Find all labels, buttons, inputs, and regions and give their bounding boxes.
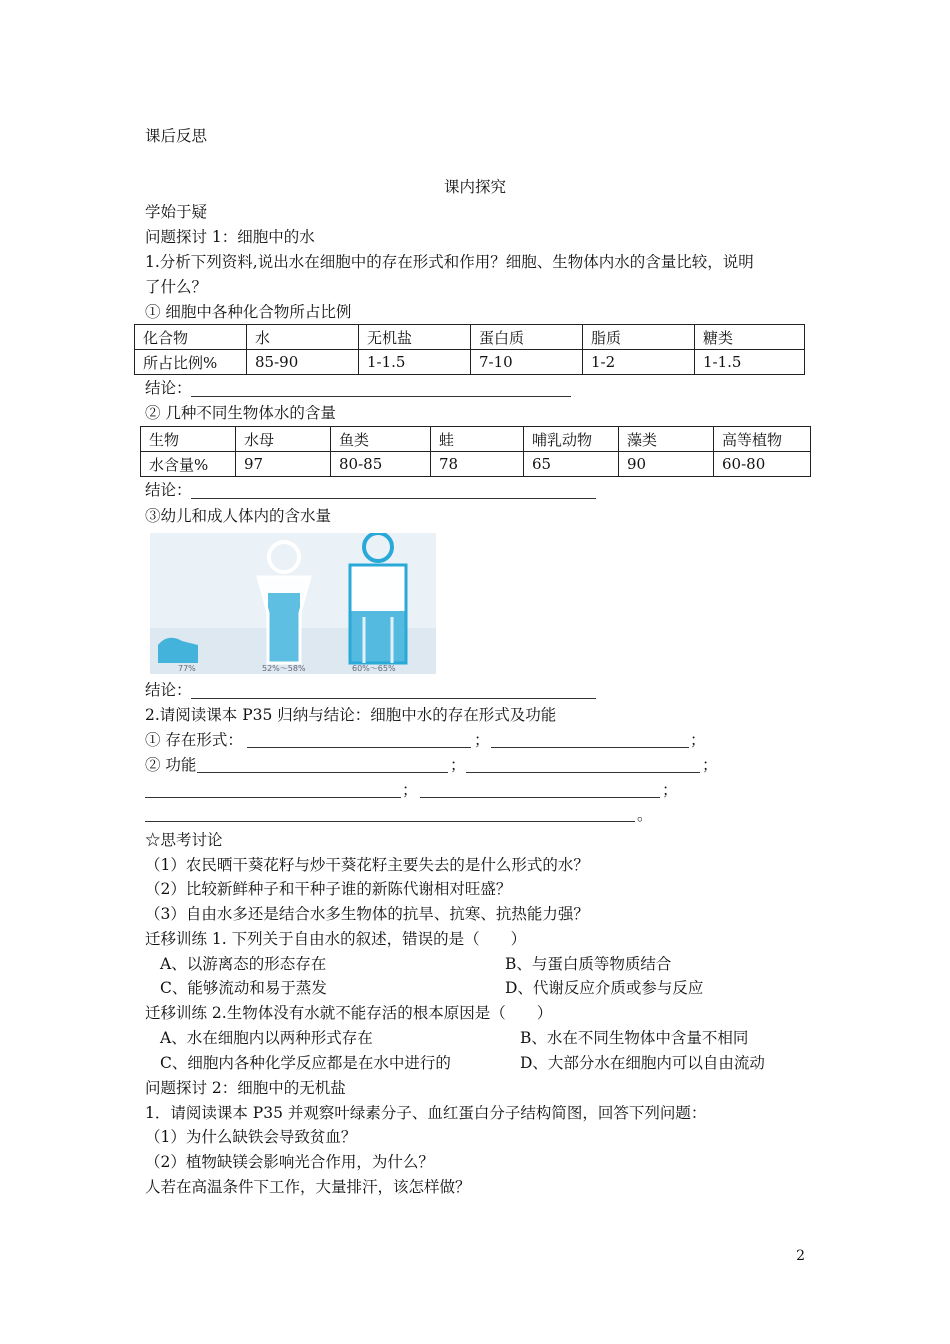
table-cell: 78 <box>431 452 524 477</box>
conclusion-label-1: 结论： <box>145 379 192 397</box>
semicolon: ； <box>474 731 490 749</box>
semicolon: ； <box>450 756 466 774</box>
table-cell: 生物 <box>141 427 236 452</box>
semicolon: ； <box>662 781 678 799</box>
table-cell: 1-1.5 <box>359 350 471 375</box>
exercise1-stem: 迁移训练 1. 下列关于自由水的叙述，错误的是（ ） <box>145 930 527 948</box>
table-row <box>141 452 811 477</box>
table-cell: 蛋白质 <box>471 325 583 350</box>
question-1-line1: 1.分析下列资料,说出水在细胞中的存在形式和作用？细胞、生物体内水的含量比较，说明 <box>145 253 754 271</box>
item2-title: ② 几种不同生物体水的含量 <box>145 404 336 422</box>
conclusion-blank-1[interactable] <box>191 396 571 397</box>
discussion-q1: （1）农民晒干葵花籽与炒干葵花籽主要失去的是什么形式的水？ <box>145 856 589 874</box>
topic2-question-1: 1．请阅读课本 P35 并观察叶绿素分子、血红蛋白分子结构简图，回答下列问题： <box>145 1104 707 1122</box>
table-cell: 高等植物 <box>714 427 811 452</box>
semicolon: ； <box>402 781 418 799</box>
exercise2-stem: 迁移训练 2.生物体没有水就不能存活的根本原因是（ ） <box>145 1004 553 1022</box>
function-blank-1[interactable] <box>197 772 448 773</box>
semicolon: ； <box>690 731 706 749</box>
compound-ratio-table <box>134 324 805 375</box>
table-row <box>135 325 805 350</box>
table-cell: 糖类 <box>695 325 805 350</box>
question-1-line2: 了什么？ <box>145 278 208 296</box>
water-content-figure <box>150 533 436 674</box>
adult-water-fill <box>350 611 406 663</box>
question-2: 2.请阅读课本 P35 归纳与结论：细胞中水的存在形式及功能 <box>145 706 557 724</box>
function-label: ② 功能 <box>145 756 197 774</box>
discussion-title: ☆思考讨论 <box>145 831 223 849</box>
topic2-title: 问题探讨 2：细胞中的无机盐 <box>145 1079 346 1097</box>
topic2-question-1b: （2）植物缺镁会影响光合作用，为什么？ <box>145 1153 434 1171</box>
exercise1-option-d[interactable]: D、代谢反应介质或参与反应 <box>505 979 704 997</box>
body-water-illustration <box>150 533 436 674</box>
table-cell: 80-85 <box>331 452 431 477</box>
exercise2-option-d[interactable]: D、大部分水在细胞内可以自由流动 <box>520 1054 765 1072</box>
table-cell: 85-90 <box>247 350 359 375</box>
table-cell: 60-80 <box>714 452 811 477</box>
form-blank-1[interactable] <box>247 747 471 748</box>
function-blank-5[interactable] <box>145 821 635 822</box>
table-cell: 化合物 <box>135 325 247 350</box>
exercise2-option-c[interactable]: C、细胞内各种化学反应都是在水中进行的 <box>160 1054 451 1072</box>
table-cell: 藻类 <box>619 427 714 452</box>
child-label: 52%～58% <box>262 664 306 673</box>
table-cell: 90 <box>619 452 714 477</box>
adult-label: 60%～65% <box>352 664 396 673</box>
item1-title: ① 细胞中各种化合物所占比例 <box>145 303 352 321</box>
section-title: 课内探究 <box>444 178 507 196</box>
table-cell: 1-1.5 <box>695 350 805 375</box>
conclusion-label-2: 结论： <box>145 481 192 499</box>
exercise1-option-c[interactable]: C、能够流动和易于蒸发 <box>160 979 327 997</box>
child-water-fill <box>268 593 300 663</box>
table-cell: 脂质 <box>583 325 695 350</box>
topic2-question-1a: （1）为什么缺铁会导致贫血？ <box>145 1128 357 1146</box>
discussion-q3: （3）自由水多还是结合水多生物体的抗旱、抗寒、抗热能力强？ <box>145 905 589 923</box>
topic1-title: 问题探讨 1：细胞中的水 <box>145 228 315 246</box>
function-blank-2[interactable] <box>466 772 700 773</box>
function-blank-3[interactable] <box>145 797 401 798</box>
reflection-heading: 课后反思 <box>145 127 208 145</box>
form-blank-2[interactable] <box>491 747 689 748</box>
conclusion-label-3: 结论： <box>145 681 192 699</box>
organism-water-table <box>140 426 811 477</box>
baby-label: 77% <box>178 664 196 673</box>
table-cell: 97 <box>236 452 331 477</box>
form-label: ① 存在形式： <box>145 731 243 749</box>
exercise2-option-a[interactable]: A、水在细胞内以两种形式存在 <box>160 1029 373 1047</box>
semicolon: ； <box>702 756 718 774</box>
table-cell: 蛙 <box>431 427 524 452</box>
table-cell: 1-2 <box>583 350 695 375</box>
discussion-q2: （2）比较新鲜种子和干种子谁的新陈代谢相对旺盛？ <box>145 880 512 898</box>
table-cell: 水母 <box>236 427 331 452</box>
table-cell: 水含量% <box>141 452 236 477</box>
table-cell: 65 <box>524 452 619 477</box>
table-cell: 所占比例% <box>135 350 247 375</box>
table-cell: 无机盐 <box>359 325 471 350</box>
table-cell: 鱼类 <box>331 427 431 452</box>
topic2-question-2: 人若在高温条件下工作，大量排汗，该怎样做？ <box>145 1178 471 1196</box>
exercise1-option-b[interactable]: B、与蛋白质等物质结合 <box>505 955 672 973</box>
table-cell: 哺乳动物 <box>524 427 619 452</box>
table-cell: 7-10 <box>471 350 583 375</box>
page-number: 2 <box>796 1248 805 1264</box>
table-cell: 水 <box>247 325 359 350</box>
exercise2-option-b[interactable]: B、水在不同生物体中含量不相同 <box>520 1029 749 1047</box>
item3-title: ③幼儿和成人体内的含水量 <box>145 507 332 525</box>
conclusion-blank-2[interactable] <box>191 498 596 499</box>
table-row <box>141 427 811 452</box>
conclusion-blank-3[interactable] <box>191 698 596 699</box>
intro-text: 学始于疑 <box>145 203 208 221</box>
function-blank-4[interactable] <box>420 797 660 798</box>
table-row <box>135 350 805 375</box>
exercise1-option-a[interactable]: A、以游离态的形态存在 <box>160 955 327 973</box>
period: 。 <box>637 806 653 824</box>
